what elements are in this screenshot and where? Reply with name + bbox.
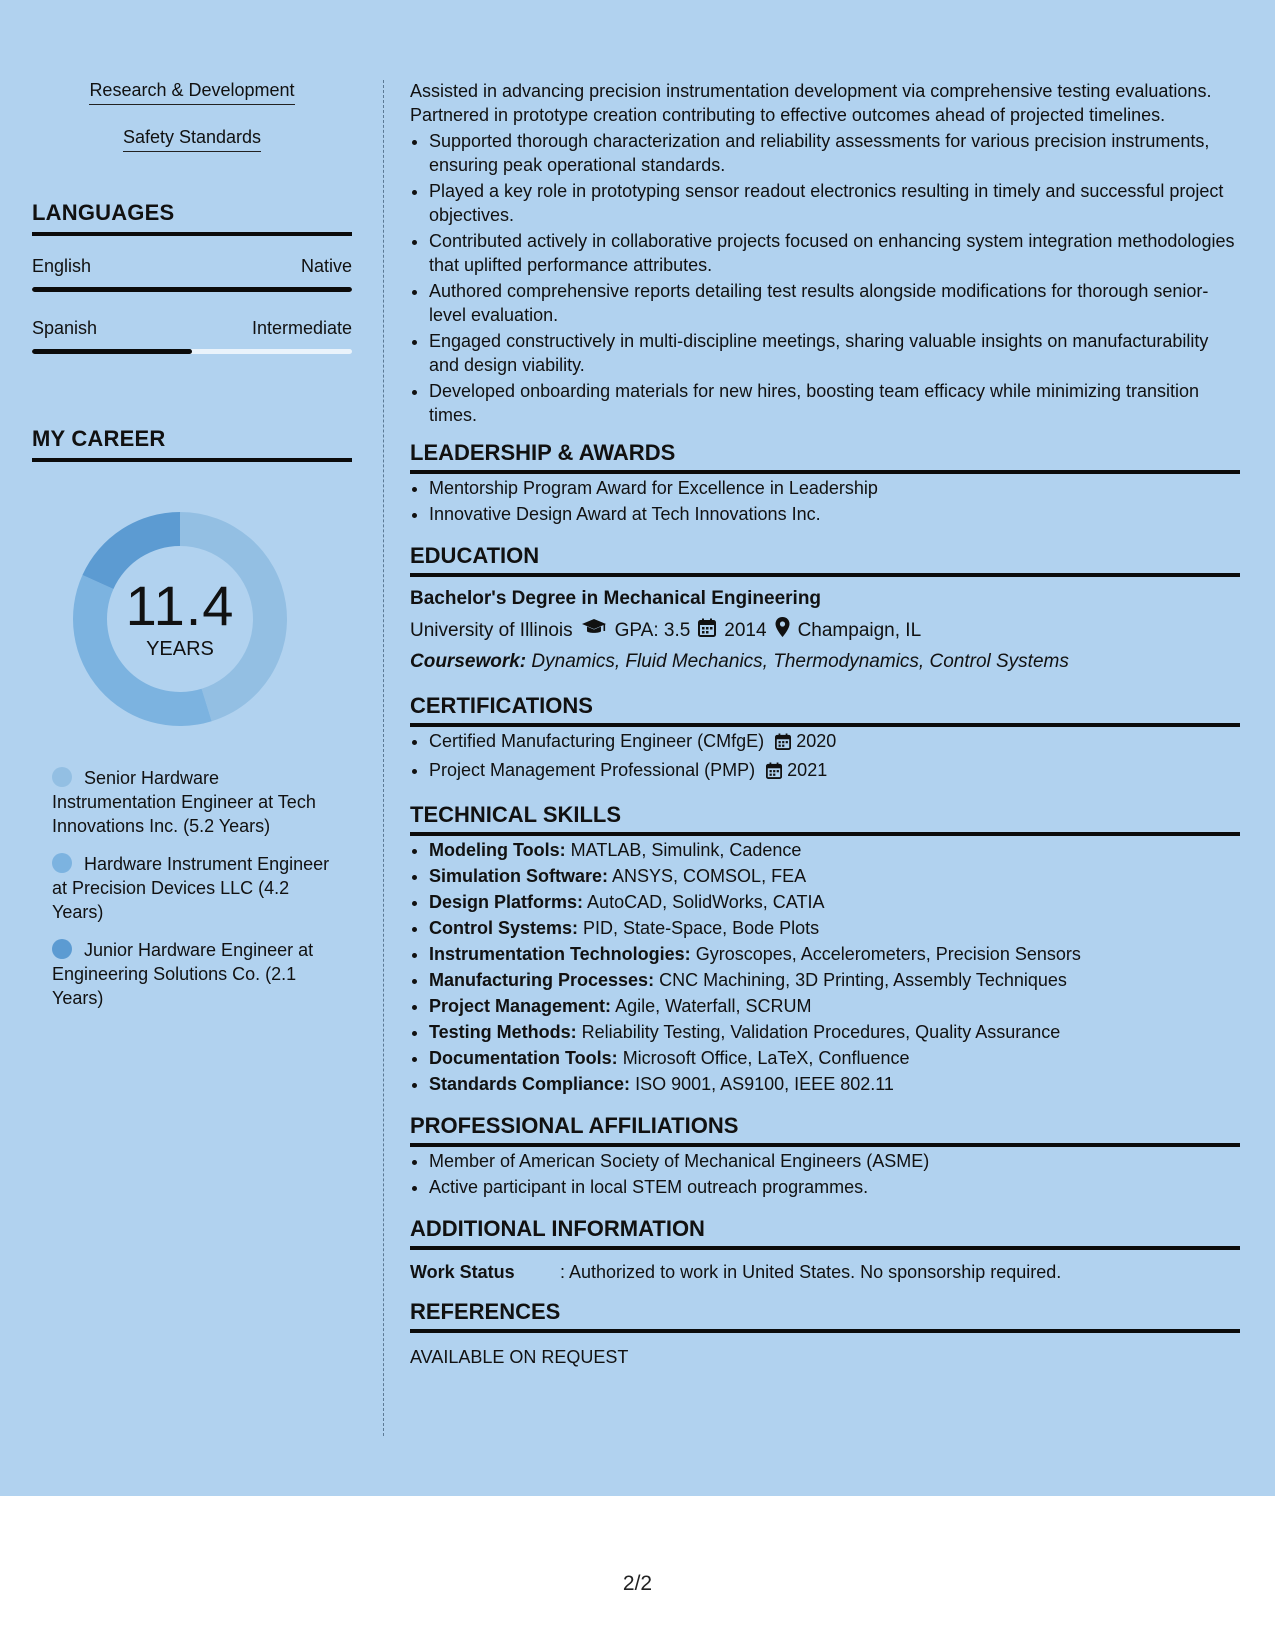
- skill-item: [429, 994, 1240, 1018]
- certification-name: Project Management Professional (PMP): [429, 760, 756, 780]
- additional-info-heading: ADDITIONAL INFORMATION: [410, 1217, 1240, 1250]
- career-total-years: 11.4: [125, 573, 235, 637]
- skill-item: [429, 916, 1240, 940]
- skill-value: ANSYS, COMSOL, FEA: [612, 866, 807, 886]
- skill-label: Instrumentation Technologies:: [429, 944, 691, 964]
- certification-item: [429, 758, 1240, 785]
- list-item: • Member of American Society of Mechanical Engineers (ASME): [429, 1149, 1240, 1173]
- list-item: • Played a key role in prototyping sensor readout electronics resulting in timely and successful project objectives.: [429, 179, 1240, 227]
- legend-dot-icon: [52, 939, 72, 959]
- education-degree: Bachelor's Degree in Mechanical Engineering: [410, 588, 822, 609]
- skill-tag: Safety Standards: [123, 125, 261, 152]
- skill-label: Design Platforms:: [429, 892, 584, 912]
- certification-item: [429, 729, 1240, 756]
- work-status-value: : Authorized to work in United States. No sponsorship required.: [560, 1262, 1062, 1282]
- skill-item: [429, 838, 1240, 862]
- education-year: 2014: [724, 619, 767, 641]
- language-name: Spanish: [32, 318, 98, 338]
- skill-value: ISO 9001, AS9100, IEEE 802.11: [635, 1074, 894, 1094]
- certifications-heading: CERTIFICATIONS: [410, 694, 1240, 727]
- right-column: [410, 79, 1240, 1369]
- skill-value: Agile, Waterfall, SCRUM: [615, 996, 812, 1016]
- list-item: • Mentorship Program Award for Excellence in Leadership: [429, 476, 1240, 500]
- skill-label: Project Management:: [429, 996, 612, 1016]
- list-item: • Innovative Design Award at Tech Innovations Inc.: [429, 502, 1240, 526]
- left-column: [32, 78, 352, 1024]
- skill-label: Manufacturing Processes:: [429, 970, 655, 990]
- list-item: • Authored comprehensive reports detailing test results alongside modifications for thorough senior-level evaluation.: [429, 279, 1240, 327]
- experience-summary: Assisted in advancing precision instrumentation development via comprehensive testing evaluations. Partnered in prototype creation contributing to effective outcomes ahead of projected timelines.: [410, 81, 1212, 125]
- career-legend-item: [52, 766, 352, 838]
- education-gpa: GPA: 3.5: [614, 619, 691, 641]
- language-item: [32, 256, 352, 292]
- language-proficiency-bar: [32, 287, 352, 292]
- list-item: • Contributed actively in collaborative projects focused on enhancing system integration methodologies that uplifted performance attributes.: [429, 229, 1240, 277]
- education-heading: EDUCATION: [410, 544, 1240, 577]
- career-legend-item: [52, 852, 352, 924]
- career-legend-text: Junior Hardware Engineer at Engineering Solutions Co. (2.1 Years): [52, 940, 314, 1008]
- list-item: • Active participant in local STEM outreach programmes.: [429, 1175, 1240, 1199]
- coursework-list: Dynamics, Fluid Mechanics, Thermodynamics, Control Systems: [531, 651, 1069, 672]
- references-text: AVAILABLE ON REQUEST: [410, 1347, 629, 1367]
- leadership-list: [410, 476, 1240, 526]
- skill-item: [429, 890, 1240, 914]
- leadership-heading: LEADERSHIP & AWARDS: [410, 441, 1240, 474]
- work-status-label: Work Status: [410, 1262, 515, 1282]
- legend-dot-icon: [52, 853, 72, 873]
- skill-value: Gyroscopes, Accelerometers, Precision Sensors: [695, 944, 1081, 964]
- language-level: Native: [300, 256, 352, 276]
- skill-item: [429, 864, 1240, 888]
- skill-item: [429, 1072, 1240, 1096]
- career-donut-chart: [65, 504, 295, 734]
- education-entry: [410, 587, 1240, 674]
- language-item: [32, 318, 352, 354]
- skill-label: Modeling Tools:: [429, 840, 566, 860]
- calendar-icon: [698, 618, 716, 644]
- skill-value: CNC Machining, 3D Printing, Assembly Techniques: [659, 970, 1067, 990]
- calendar-icon: [775, 732, 791, 756]
- affiliations-heading: PROFESSIONAL AFFILIATIONS: [410, 1114, 1240, 1147]
- certification-name: Certified Manufacturing Engineer (CMfgE): [429, 731, 765, 751]
- skill-item: [429, 1020, 1240, 1044]
- coursework-label: Coursework:: [410, 651, 527, 672]
- career-heading: MY CAREER: [32, 426, 352, 462]
- technical-skills-list: [410, 838, 1240, 1096]
- language-name: English: [32, 256, 92, 276]
- skill-item: [429, 942, 1240, 966]
- list-item: • Developed onboarding materials for new hires, boosting team efficacy while minimizing transition times.: [429, 379, 1240, 427]
- graduation-cap-icon: [581, 618, 607, 643]
- education-location: Champaign, IL: [797, 619, 922, 641]
- references-heading: REFERENCES: [410, 1300, 1240, 1333]
- page-number: 2/2: [622, 1572, 653, 1595]
- skill-label: Testing Methods:: [429, 1022, 577, 1042]
- certifications-list: [410, 729, 1240, 785]
- education-coursework: [410, 650, 1240, 674]
- skill-item: [429, 1046, 1240, 1070]
- affiliations-list: [410, 1149, 1240, 1199]
- legend-dot-icon: [52, 767, 72, 787]
- career-legend-text: Hardware Instrument Engineer at Precision Devices LLC (4.2 Years): [52, 854, 330, 922]
- experience-bullets: [410, 129, 1240, 427]
- column-divider: [383, 80, 384, 1436]
- skill-value: Reliability Testing, Validation Procedures, Quality Assurance: [581, 1022, 1061, 1042]
- career-legend: [32, 766, 352, 1010]
- calendar-icon: [766, 761, 782, 785]
- career-years-unit: YEARS: [146, 637, 214, 660]
- language-level: Intermediate: [251, 318, 352, 338]
- skill-label: Documentation Tools:: [429, 1048, 618, 1068]
- list-item: • Engaged constructively in multi-discipline meetings, sharing valuable insights on manufacturability and design viability.: [429, 329, 1240, 377]
- skill-tag: Research & Development: [89, 78, 294, 105]
- certification-year: 2020: [796, 731, 837, 751]
- languages-heading: LANGUAGES: [32, 200, 352, 236]
- location-pin-icon: [775, 617, 790, 644]
- career-legend-text: Senior Hardware Instrumentation Engineer at Tech Innovations Inc. (5.2 Years): [52, 768, 316, 836]
- skill-value: PID, State-Space, Bode Plots: [583, 918, 820, 938]
- work-status-row: [410, 1260, 1240, 1284]
- skill-label: Control Systems:: [429, 918, 579, 938]
- skill-label: Simulation Software:: [429, 866, 609, 886]
- skill-item: [429, 968, 1240, 992]
- language-proficiency-bar: [32, 349, 352, 354]
- certification-year: 2021: [787, 760, 828, 780]
- education-school: University of Illinois: [410, 619, 573, 641]
- skill-label: Standards Compliance:: [429, 1074, 631, 1094]
- list-item: • Supported thorough characterization and reliability assessments for various precision instruments, ensuring peak operational standards.: [429, 129, 1240, 177]
- skill-value: MATLAB, Simulink, Cadence: [570, 840, 802, 860]
- skill-value: Microsoft Office, LaTeX, Confluence: [622, 1048, 910, 1068]
- technical-skills-heading: TECHNICAL SKILLS: [410, 803, 1240, 836]
- skill-value: AutoCAD, SolidWorks, CATIA: [587, 892, 825, 912]
- career-legend-item: [52, 938, 352, 1010]
